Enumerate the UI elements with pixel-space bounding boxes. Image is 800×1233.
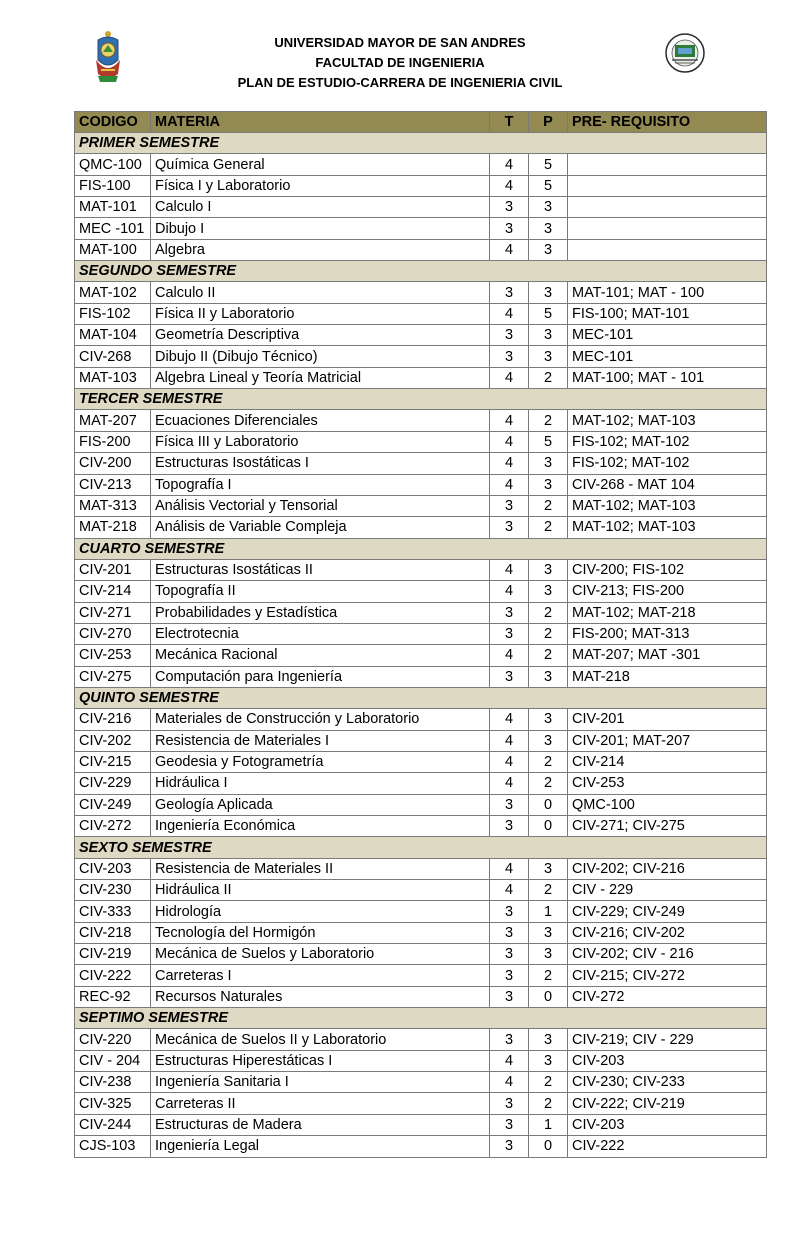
table-row [75, 1072, 767, 1093]
cell-prerequisito: QMC-100 [568, 794, 767, 815]
cell-codigo: CIV-333 [75, 901, 151, 922]
semester-header-row [75, 538, 767, 559]
cell-t: 3 [490, 794, 529, 815]
cell-t: 3 [490, 495, 529, 516]
cell-t: 3 [490, 1114, 529, 1135]
cell-codigo: MAT-104 [75, 325, 151, 346]
cell-t: 3 [490, 986, 529, 1007]
table-row [75, 730, 767, 751]
cell-p: 2 [529, 495, 568, 516]
cell-p: 1 [529, 901, 568, 922]
cell-p: 3 [529, 1029, 568, 1050]
cell-prerequisito: CIV-272 [568, 986, 767, 1007]
cell-p: 3 [529, 218, 568, 239]
table-row [75, 1029, 767, 1050]
cell-codigo: CIV-229 [75, 773, 151, 794]
table-row [75, 431, 767, 452]
cell-p: 1 [529, 1114, 568, 1135]
cell-prerequisito [568, 239, 767, 260]
cell-codigo: CIV-271 [75, 602, 151, 623]
cell-codigo: MAT-218 [75, 517, 151, 538]
cell-materia: Física II y Laboratorio [151, 303, 490, 324]
semester-title: PRIMER SEMESTRE [75, 133, 767, 154]
cell-codigo: CIV-238 [75, 1072, 151, 1093]
cell-codigo: CIV-219 [75, 944, 151, 965]
cell-codigo: CIV-275 [75, 666, 151, 687]
cell-t: 3 [490, 1093, 529, 1114]
cell-prerequisito: CIV-215; CIV-272 [568, 965, 767, 986]
cell-t: 4 [490, 581, 529, 602]
table-row [75, 175, 767, 196]
table-row [75, 154, 767, 175]
cell-t: 4 [490, 709, 529, 730]
table-row [75, 880, 767, 901]
cell-p: 3 [529, 239, 568, 260]
cell-t: 4 [490, 239, 529, 260]
cell-t: 4 [490, 1050, 529, 1071]
cell-codigo: MAT-313 [75, 495, 151, 516]
cell-p: 3 [529, 559, 568, 580]
cell-t: 4 [490, 175, 529, 196]
cell-materia: Resistencia de Materiales I [151, 730, 490, 751]
cell-p: 2 [529, 410, 568, 431]
cell-materia: Ecuaciones Diferenciales [151, 410, 490, 431]
semester-title: QUINTO SEMESTRE [75, 687, 767, 708]
cell-codigo: MEC -101 [75, 218, 151, 239]
table-row [75, 410, 767, 431]
cell-materia: Geodesia y Fotogrametría [151, 751, 490, 772]
cell-p: 2 [529, 1072, 568, 1093]
cell-materia: Computación para Ingeniería [151, 666, 490, 687]
cell-t: 3 [490, 816, 529, 837]
cell-materia: Recursos Naturales [151, 986, 490, 1007]
cell-p: 2 [529, 751, 568, 772]
semester-header-row [75, 133, 767, 154]
semester-header-row [75, 837, 767, 858]
column-header-materia: MATERIA [151, 112, 490, 133]
cell-codigo: MAT-101 [75, 197, 151, 218]
table-row [75, 517, 767, 538]
cell-t: 3 [490, 944, 529, 965]
cell-t: 3 [490, 922, 529, 943]
cell-codigo: CIV-203 [75, 858, 151, 879]
cell-codigo: CIV-213 [75, 474, 151, 495]
semester-header-row [75, 389, 767, 410]
cell-p: 0 [529, 794, 568, 815]
cell-codigo: MAT-100 [75, 239, 151, 260]
cell-t: 3 [490, 901, 529, 922]
semester-header-row [75, 261, 767, 282]
cell-p: 3 [529, 581, 568, 602]
cell-p: 2 [529, 880, 568, 901]
cell-t: 3 [490, 346, 529, 367]
cell-materia: Dibujo I [151, 218, 490, 239]
cell-materia: Algebra Lineal y Teoría Matricial [151, 367, 490, 388]
cell-codigo: CIV-214 [75, 581, 151, 602]
semester-header-row [75, 1008, 767, 1029]
cell-p: 5 [529, 175, 568, 196]
cell-t: 4 [490, 154, 529, 175]
table-row [75, 303, 767, 324]
cell-t: 3 [490, 517, 529, 538]
cell-t: 4 [490, 367, 529, 388]
cell-codigo: CIV-202 [75, 730, 151, 751]
cell-t: 3 [490, 218, 529, 239]
cell-materia: Estructuras Isostáticas II [151, 559, 490, 580]
cell-p: 3 [529, 453, 568, 474]
table-row [75, 901, 767, 922]
table-row [75, 367, 767, 388]
cell-prerequisito: CIV-201; MAT-207 [568, 730, 767, 751]
cell-codigo: CIV-244 [75, 1114, 151, 1135]
table-row [75, 773, 767, 794]
cell-prerequisito: CIV-203 [568, 1050, 767, 1071]
table-row [75, 474, 767, 495]
cell-prerequisito: CIV-201 [568, 709, 767, 730]
cell-codigo: CIV-200 [75, 453, 151, 474]
cell-p: 5 [529, 303, 568, 324]
cell-codigo: CIV-201 [75, 559, 151, 580]
cell-codigo: CIV-325 [75, 1093, 151, 1114]
table-row [75, 709, 767, 730]
cell-codigo: FIS-102 [75, 303, 151, 324]
cell-materia: Topografía I [151, 474, 490, 495]
cell-t: 4 [490, 474, 529, 495]
semester-title: SEGUNDO SEMESTRE [75, 261, 767, 282]
cell-prerequisito: MAT-218 [568, 666, 767, 687]
cell-p: 5 [529, 154, 568, 175]
cell-p: 3 [529, 944, 568, 965]
cell-p: 2 [529, 965, 568, 986]
semester-title: TERCER SEMESTRE [75, 389, 767, 410]
cell-materia: Carreteras I [151, 965, 490, 986]
cell-prerequisito: CIV-213; FIS-200 [568, 581, 767, 602]
cell-t: 4 [490, 858, 529, 879]
cell-prerequisito: FIS-102; MAT-102 [568, 453, 767, 474]
cell-materia: Análisis Vectorial y Tensorial [151, 495, 490, 516]
cell-p: 3 [529, 709, 568, 730]
cell-codigo: CIV-268 [75, 346, 151, 367]
column-header-t: T [490, 112, 529, 133]
table-row [75, 346, 767, 367]
cell-t: 4 [490, 730, 529, 751]
university-name: UNIVERSIDAD MAYOR DE SAN ANDRES [274, 35, 526, 50]
cell-prerequisito: CIV-268 - MAT 104 [568, 474, 767, 495]
semester-title: SEXTO SEMESTRE [75, 837, 767, 858]
table-row [75, 453, 767, 474]
table-row [75, 965, 767, 986]
cell-codigo: CIV-220 [75, 1029, 151, 1050]
cell-codigo: FIS-200 [75, 431, 151, 452]
cell-codigo: FIS-100 [75, 175, 151, 196]
table-row [75, 1050, 767, 1071]
cell-prerequisito [568, 218, 767, 239]
cell-materia: Algebra [151, 239, 490, 260]
cell-materia: Hidráulica II [151, 880, 490, 901]
cell-materia: Geometría Descriptiva [151, 325, 490, 346]
table-row [75, 858, 767, 879]
cell-t: 4 [490, 453, 529, 474]
cell-prerequisito: CIV-253 [568, 773, 767, 794]
semester-title: SEPTIMO SEMESTRE [75, 1008, 767, 1029]
table-row [75, 645, 767, 666]
table-row [75, 816, 767, 837]
cell-materia: Materiales de Construcción y Laboratorio [151, 709, 490, 730]
cell-prerequisito: CIV-203 [568, 1114, 767, 1135]
table-row [75, 794, 767, 815]
cell-materia: Hidrología [151, 901, 490, 922]
cell-t: 4 [490, 1072, 529, 1093]
cell-p: 2 [529, 602, 568, 623]
cell-materia: Calculo II [151, 282, 490, 303]
cell-materia: Resistencia de Materiales II [151, 858, 490, 879]
cell-materia: Estructuras Hiperestáticas I [151, 1050, 490, 1071]
cell-codigo: MAT-207 [75, 410, 151, 431]
table-row [75, 325, 767, 346]
cell-materia: Hidráulica I [151, 773, 490, 794]
cell-codigo: CIV-253 [75, 645, 151, 666]
cell-t: 4 [490, 410, 529, 431]
cell-t: 3 [490, 666, 529, 687]
cell-codigo: CIV-249 [75, 794, 151, 815]
semester-header-row [75, 687, 767, 708]
cell-prerequisito: MEC-101 [568, 325, 767, 346]
cell-materia: Tecnología del Hormigón [151, 922, 490, 943]
cell-p: 3 [529, 858, 568, 879]
table-header-row [75, 112, 767, 133]
cell-p: 3 [529, 1050, 568, 1071]
cell-p: 2 [529, 517, 568, 538]
cell-prerequisito: MAT-102; MAT-103 [568, 495, 767, 516]
cell-prerequisito: CIV-202; CIV - 216 [568, 944, 767, 965]
cell-prerequisito: FIS-200; MAT-313 [568, 623, 767, 644]
cell-prerequisito: MAT-102; MAT-103 [568, 517, 767, 538]
cell-t: 3 [490, 602, 529, 623]
cell-t: 3 [490, 325, 529, 346]
cell-t: 4 [490, 751, 529, 772]
cell-materia: Estructuras Isostáticas I [151, 453, 490, 474]
cell-t: 4 [490, 645, 529, 666]
cell-materia: Física I y Laboratorio [151, 175, 490, 196]
study-plan-table [74, 111, 767, 1158]
cell-t: 3 [490, 965, 529, 986]
cell-codigo: CIV-218 [75, 922, 151, 943]
cell-prerequisito [568, 197, 767, 218]
cell-prerequisito: MAT-207; MAT -301 [568, 645, 767, 666]
cell-t: 4 [490, 303, 529, 324]
cell-prerequisito: FIS-100; MAT-101 [568, 303, 767, 324]
cell-p: 0 [529, 1136, 568, 1157]
table-row [75, 1136, 767, 1157]
cell-prerequisito: CIV-222 [568, 1136, 767, 1157]
cell-p: 3 [529, 922, 568, 943]
cell-p: 3 [529, 282, 568, 303]
column-header-codigo: CODIGO [75, 112, 151, 133]
cell-materia: Mecánica Racional [151, 645, 490, 666]
university-crest-icon [92, 30, 124, 84]
table-row [75, 581, 767, 602]
column-header-p: P [529, 112, 568, 133]
table-row [75, 666, 767, 687]
cell-codigo: CIV-272 [75, 816, 151, 837]
faculty-seal-icon [662, 32, 708, 74]
cell-prerequisito: CIV-219; CIV - 229 [568, 1029, 767, 1050]
cell-prerequisito: CIV-230; CIV-233 [568, 1072, 767, 1093]
semester-title: CUARTO SEMESTRE [75, 538, 767, 559]
cell-codigo: REC-92 [75, 986, 151, 1007]
cell-p: 3 [529, 474, 568, 495]
document-title: PLAN DE ESTUDIO-CARRERA DE INGENIERIA CIVIL [237, 75, 563, 90]
cell-p: 3 [529, 666, 568, 687]
cell-materia: Mecánica de Suelos II y Laboratorio [151, 1029, 490, 1050]
cell-p: 3 [529, 346, 568, 367]
table-row [75, 495, 767, 516]
cell-codigo: CJS-103 [75, 1136, 151, 1157]
cell-prerequisito: CIV-200; FIS-102 [568, 559, 767, 580]
cell-p: 0 [529, 986, 568, 1007]
cell-materia: Análisis de Variable Compleja [151, 517, 490, 538]
cell-prerequisito: MAT-102; MAT-103 [568, 410, 767, 431]
table-row [75, 986, 767, 1007]
cell-prerequisito: CIV-202; CIV-216 [568, 858, 767, 879]
cell-codigo: CIV-215 [75, 751, 151, 772]
cell-materia: Probabilidades y Estadística [151, 602, 490, 623]
cell-materia: Física III y Laboratorio [151, 431, 490, 452]
cell-codigo: CIV-270 [75, 623, 151, 644]
cell-p: 5 [529, 431, 568, 452]
cell-t: 4 [490, 773, 529, 794]
cell-materia: Ingeniería Económica [151, 816, 490, 837]
cell-prerequisito: CIV-229; CIV-249 [568, 901, 767, 922]
faculty-name: FACULTAD DE INGENIERIA [315, 55, 485, 70]
cell-p: 0 [529, 816, 568, 837]
cell-prerequisito: CIV-214 [568, 751, 767, 772]
cell-materia: Dibujo II (Dibujo Técnico) [151, 346, 490, 367]
cell-t: 4 [490, 431, 529, 452]
cell-prerequisito: MAT-102; MAT-218 [568, 602, 767, 623]
cell-materia: Mecánica de Suelos y Laboratorio [151, 944, 490, 965]
cell-materia: Ingeniería Sanitaria I [151, 1072, 490, 1093]
cell-t: 4 [490, 559, 529, 580]
cell-codigo: MAT-102 [75, 282, 151, 303]
table-row [75, 602, 767, 623]
cell-prerequisito: FIS-102; MAT-102 [568, 431, 767, 452]
cell-prerequisito: CIV-271; CIV-275 [568, 816, 767, 837]
cell-prerequisito: MAT-100; MAT - 101 [568, 367, 767, 388]
table-row [75, 218, 767, 239]
column-header-prerequisito: PRE- REQUISITO [568, 112, 767, 133]
cell-codigo: CIV-216 [75, 709, 151, 730]
table-row [75, 1093, 767, 1114]
cell-prerequisito [568, 154, 767, 175]
cell-materia: Electrotecnia [151, 623, 490, 644]
cell-t: 3 [490, 1029, 529, 1050]
cell-materia: Estructuras de Madera [151, 1114, 490, 1135]
cell-t: 3 [490, 197, 529, 218]
cell-prerequisito [568, 175, 767, 196]
cell-materia: Topografía II [151, 581, 490, 602]
cell-materia: Ingeniería Legal [151, 1136, 490, 1157]
table-row [75, 559, 767, 580]
cell-t: 3 [490, 623, 529, 644]
cell-materia: Calculo I [151, 197, 490, 218]
cell-codigo: CIV - 204 [75, 1050, 151, 1071]
table-row [75, 1114, 767, 1135]
cell-p: 3 [529, 730, 568, 751]
table-row [75, 623, 767, 644]
cell-p: 2 [529, 773, 568, 794]
cell-t: 4 [490, 880, 529, 901]
cell-p: 2 [529, 623, 568, 644]
cell-prerequisito: CIV-222; CIV-219 [568, 1093, 767, 1114]
cell-materia: Geología Aplicada [151, 794, 490, 815]
table-body [75, 133, 767, 1158]
cell-p: 3 [529, 197, 568, 218]
table-row [75, 922, 767, 943]
cell-materia: Química General [151, 154, 490, 175]
table-row [75, 944, 767, 965]
cell-codigo: MAT-103 [75, 367, 151, 388]
cell-p: 2 [529, 367, 568, 388]
table-row [75, 751, 767, 772]
cell-codigo: CIV-230 [75, 880, 151, 901]
cell-codigo: CIV-222 [75, 965, 151, 986]
table-row [75, 239, 767, 260]
cell-codigo: QMC-100 [75, 154, 151, 175]
cell-prerequisito: MAT-101; MAT - 100 [568, 282, 767, 303]
cell-p: 2 [529, 1093, 568, 1114]
cell-prerequisito: MEC-101 [568, 346, 767, 367]
table-row [75, 282, 767, 303]
cell-p: 3 [529, 325, 568, 346]
cell-p: 2 [529, 645, 568, 666]
table-row [75, 197, 767, 218]
cell-prerequisito: CIV - 229 [568, 880, 767, 901]
cell-materia: Carreteras II [151, 1093, 490, 1114]
cell-prerequisito: CIV-216; CIV-202 [568, 922, 767, 943]
cell-t: 3 [490, 1136, 529, 1157]
cell-t: 3 [490, 282, 529, 303]
